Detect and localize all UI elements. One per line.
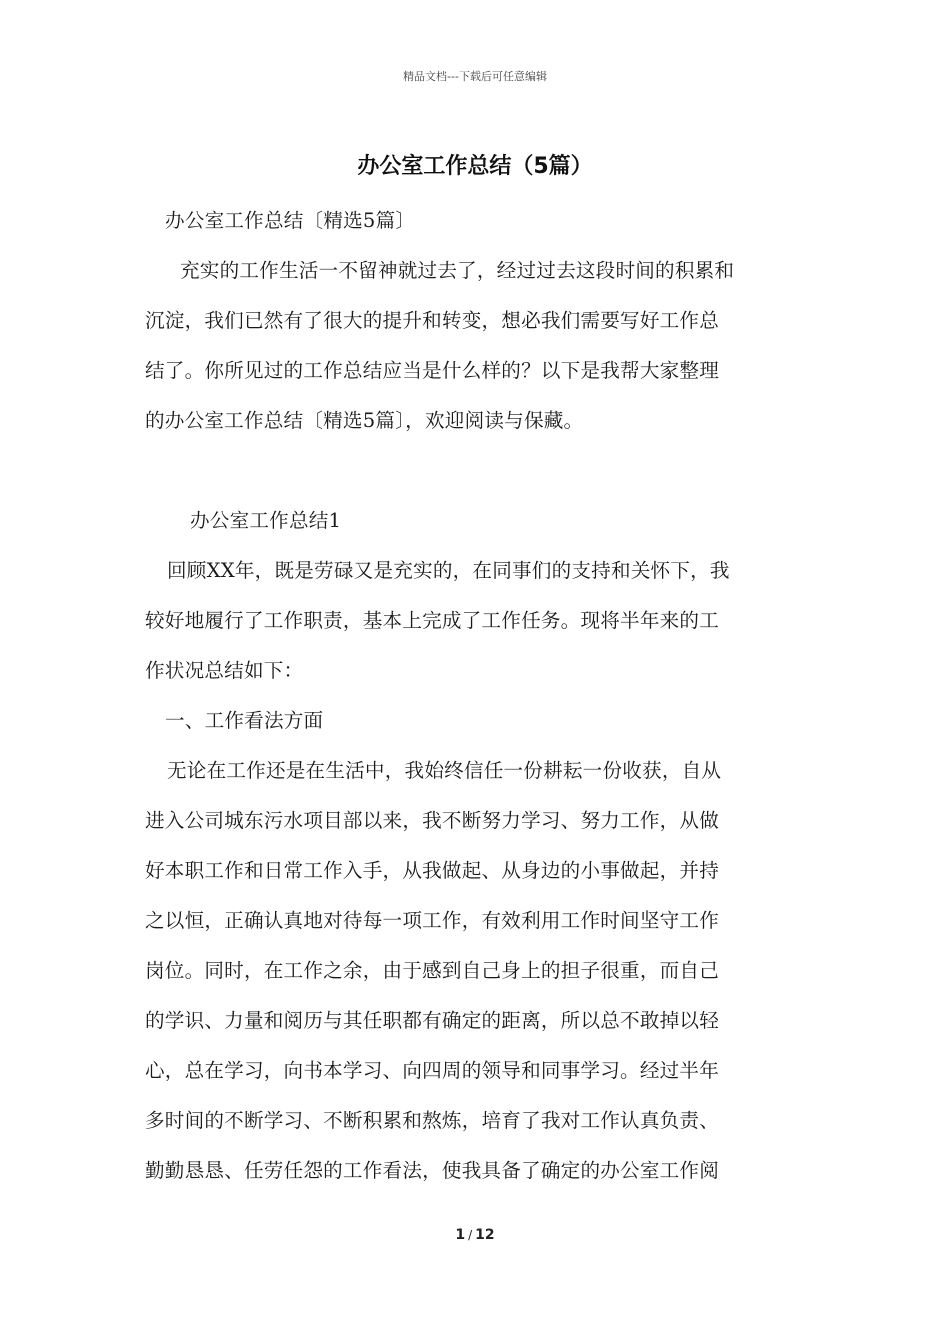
- text-line: 沉淀，我们已然有了很大的提升和转变，想必我们需要写好工作总: [145, 309, 720, 332]
- text-line: 好本职工作和日常工作入手，从我做起、从身边的小事做起，并持: [145, 859, 720, 882]
- text-line: 的办公室工作总结〔精选5篇〕，欢迎阅读与保藏。: [145, 409, 584, 432]
- page-number: [0, 1227, 950, 1243]
- text-line: 充实的工作生活一不留神就过去了，经过过去这段时间的积累和: [180, 259, 735, 282]
- text-line: 无论在工作还是在生活中，我始终信任一份耕耘一份收获，自从: [167, 759, 722, 782]
- text-line: 较好地履行了工作职责，基本上完成了工作任务。现将半年来的工: [145, 609, 720, 632]
- text-line: 回顾XX年，既是劳碌又是充实的，在同事们的支持和关怀下，我: [167, 559, 730, 582]
- text-line: 办公室工作总结1: [190, 509, 342, 532]
- text-line: 心，总在学习，向书本学习、向四周的领导和同事学习。经过半年: [145, 1059, 720, 1082]
- page-separator: /: [468, 1228, 473, 1242]
- current-page: 1: [455, 1227, 466, 1243]
- text-line: 的学识、力量和阅历与其任职都有确定的距离，所以总不敢掉以轻: [145, 1009, 720, 1032]
- text-line: 进入公司城东污水项目部以来，我不断努力学习、努力工作，从做: [145, 809, 720, 832]
- text-line: 作状况总结如下：: [145, 659, 304, 682]
- document-title: 办公室工作总结（5篇）: [357, 154, 593, 179]
- text-line: 结了。你所见过的工作总结应当是什么样的？以下是我帮大家整理: [145, 359, 720, 382]
- text-line: 多时间的不断学习、不断积累和熬炼，培育了我对工作认真负责、: [145, 1109, 720, 1132]
- header-note: 精品文档---下载后可任意编辑: [403, 70, 547, 83]
- text-line: 办公室工作总结〔精选5篇〕: [165, 209, 416, 232]
- document-body: [145, 196, 807, 1196]
- text-line: 之以恒，正确认真地对待每一项工作，有效利用工作时间坚守工作: [145, 909, 720, 932]
- blank-line: [145, 446, 807, 496]
- total-pages: 12: [475, 1227, 495, 1243]
- text-line: 一、工作看法方面: [165, 709, 324, 732]
- text-line: 勤勤恳恳、任劳任怨的工作看法，使我具备了确定的办公室工作阅: [145, 1159, 720, 1182]
- text-line: 岗位。同时，在工作之余，由于感到自己身上的担子很重，而自己: [145, 959, 720, 982]
